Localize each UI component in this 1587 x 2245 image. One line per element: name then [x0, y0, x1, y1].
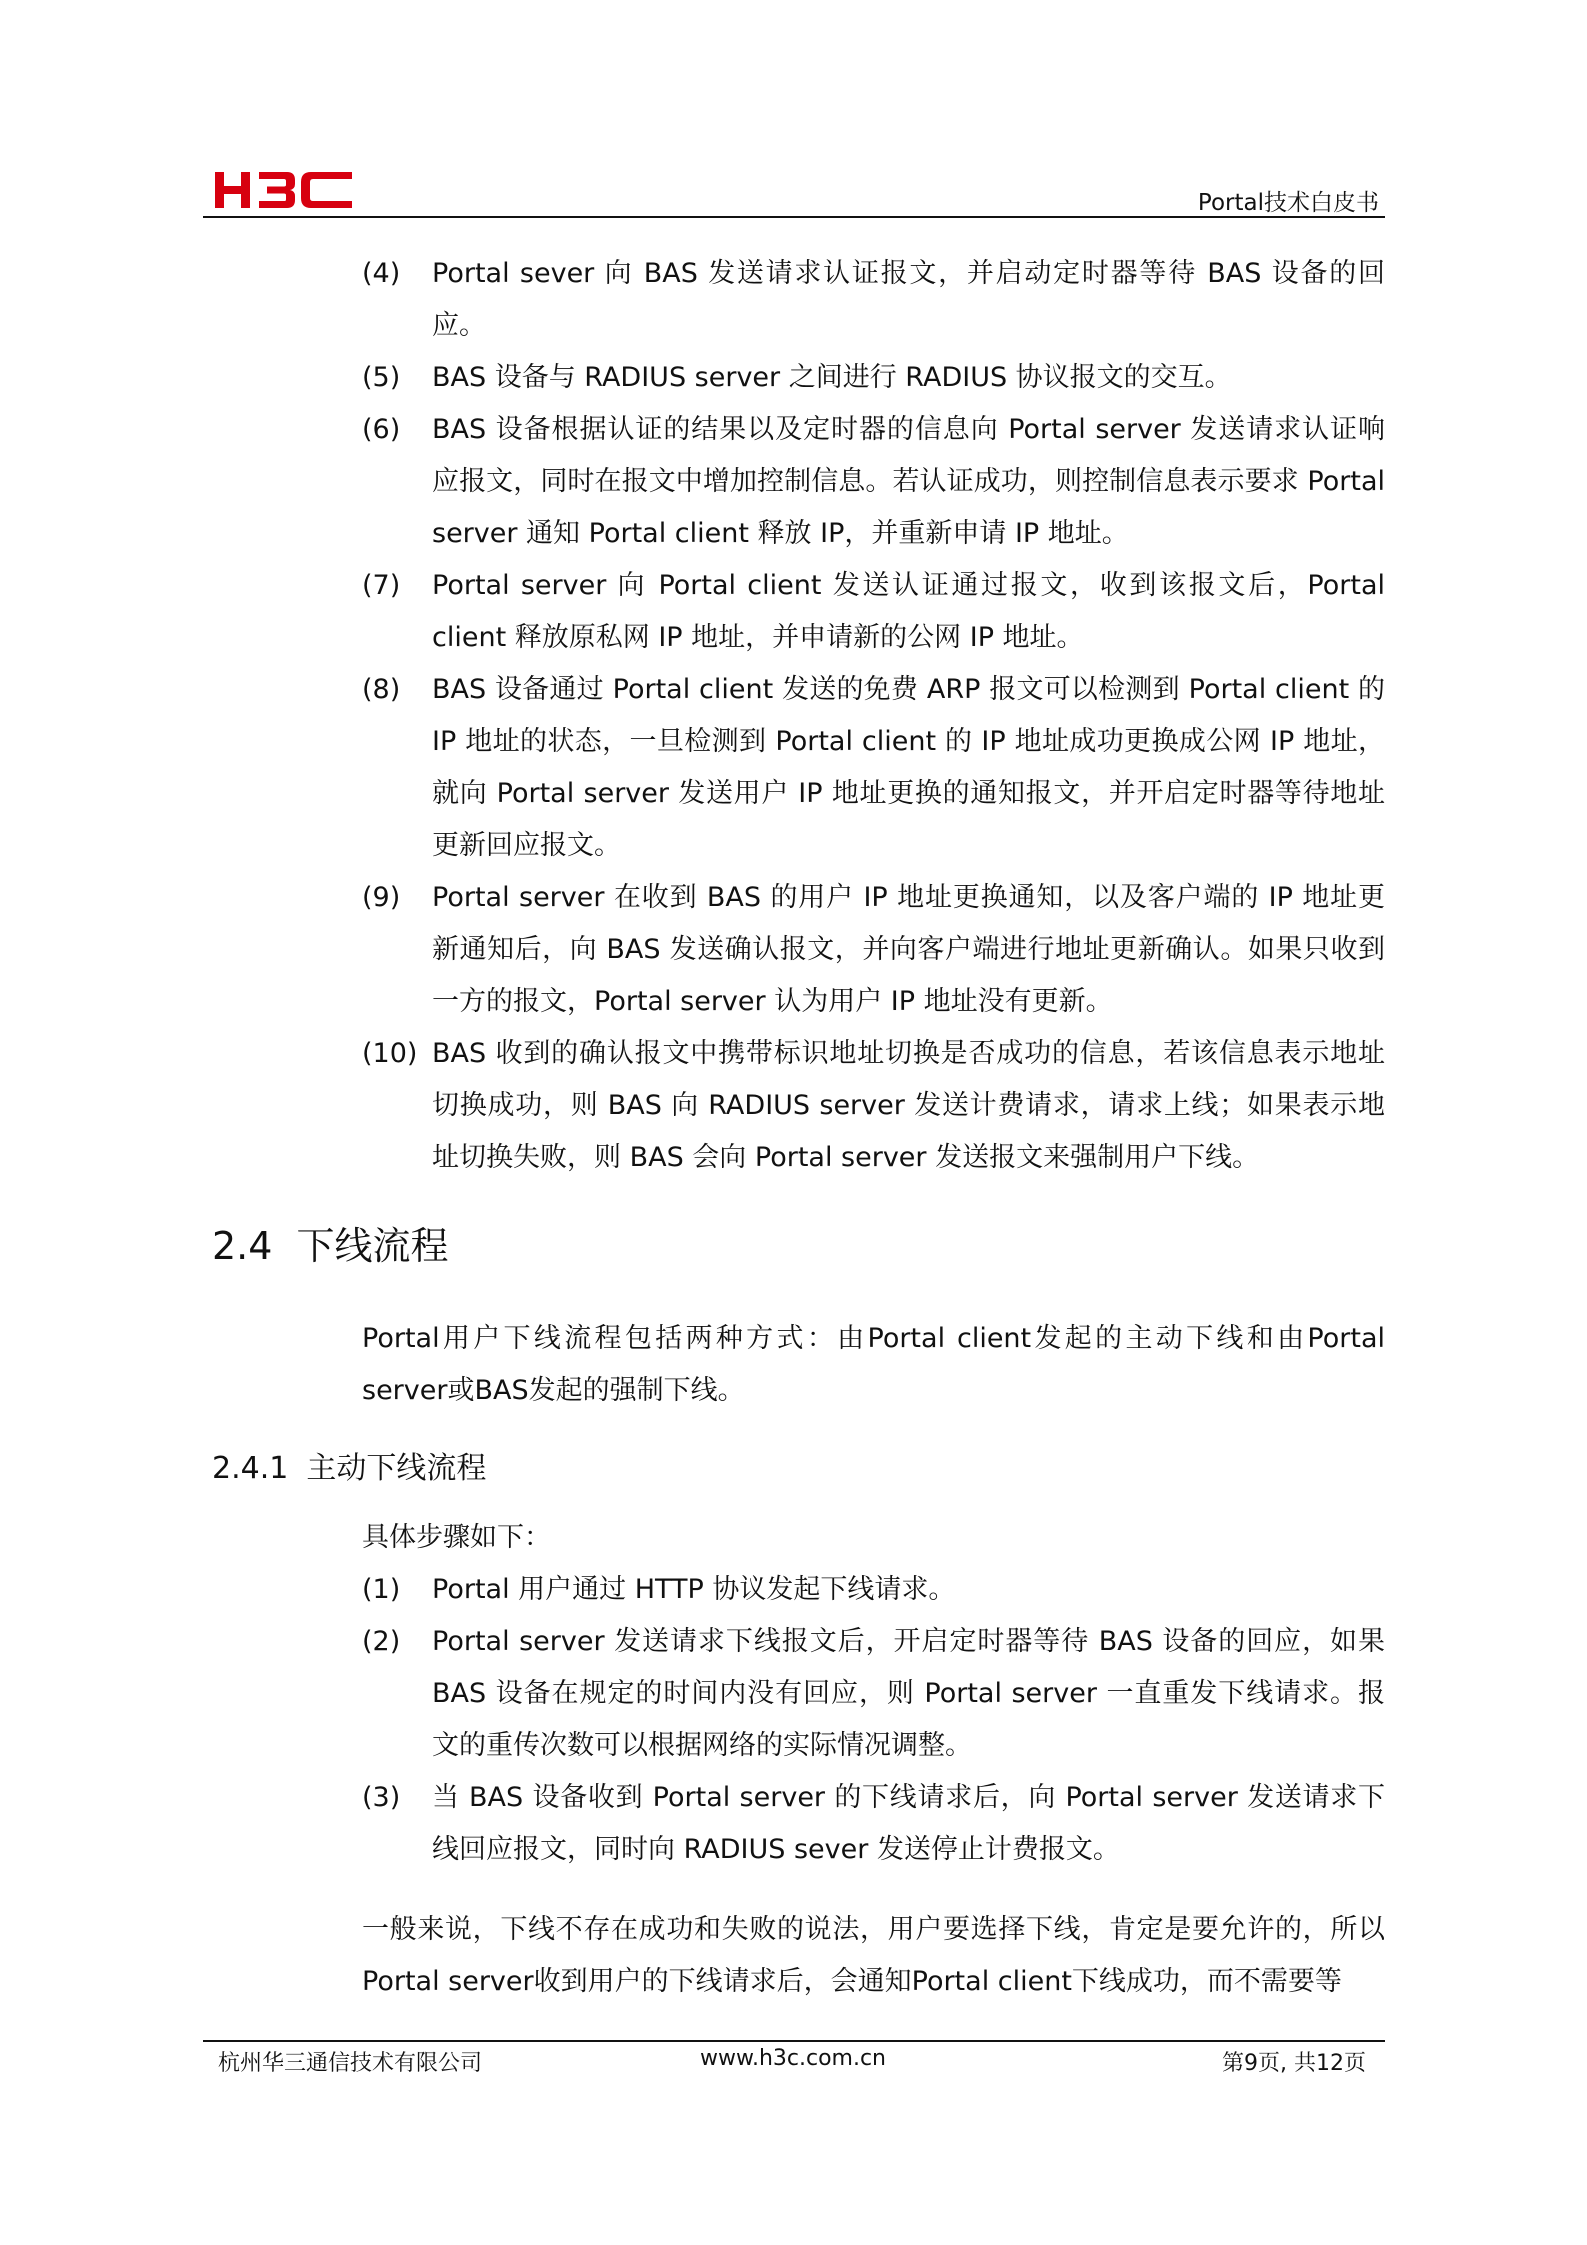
subsection-title: 主动下线流程 — [306, 1451, 487, 1486]
subsection-number: 2.4.1 — [212, 1451, 289, 1486]
list-item — [362, 1028, 1385, 1184]
list-item — [362, 404, 1385, 560]
list-item — [362, 1772, 1385, 1876]
item-number: (10) — [362, 1038, 418, 1069]
item-text: BAS 设备与 RADIUS server 之间进行 RADIUS 协议报文的交互。 — [432, 362, 1232, 393]
header-rule — [203, 216, 1385, 218]
list-item — [362, 560, 1385, 664]
item-text: BAS 收到的确认报文中携带标识地址切换是否成功的信息，若该信息表示地址切换成功，则 BAS 向 RADIUS server 发送计费请求，请求上线；如果表示地址切换失败，则 BAS 会向 Portal server 发送报文来强制用户下线。 — [432, 1038, 1385, 1173]
list-item — [362, 1616, 1385, 1772]
item-text: 当 BAS 设备收到 Portal server 的下线请求后，向 Portal server 发送请求下线回应报文，同时向 RADIUS sever 发送停止计费报文。 — [432, 1782, 1385, 1865]
item-number: (6) — [362, 414, 401, 445]
list-item — [362, 664, 1385, 872]
item-number: (3) — [362, 1782, 401, 1813]
footer-company: 杭州华三通信技术有限公司 — [218, 2051, 483, 2076]
footer-page-number: 第9页, 共12页 — [1222, 2051, 1366, 2076]
item-number: (9) — [362, 882, 401, 913]
section-number: 2.4 — [212, 1224, 273, 1268]
page-header — [203, 160, 1385, 218]
item-number: (7) — [362, 570, 401, 601]
list-item — [362, 248, 1385, 352]
item-text: BAS 设备根据认证的结果以及定时器的信息向 Portal server 发送请求认证响应报文，同时在报文中增加控制信息。若认证成功，则控制信息表示要求 Portal server 通知 Portal client 释放 IP，并重新申请 IP 地址。 — [432, 414, 1385, 549]
footer-website: www.h3c.com.cn — [700, 2046, 887, 2071]
list-item — [362, 352, 1385, 404]
footer-rule — [203, 2040, 1385, 2042]
section-intro: Portal用户下线流程包括两种方式：由Portal client发起的主动下线和由Portal server或BAS发起的强制下线。 — [362, 1323, 1385, 1406]
item-text: Portal server 向 Portal client 发送认证通过报文，收到该报文后，Portal client 释放原私网 IP 地址，并申请新的公网 IP 地址。 — [432, 570, 1385, 653]
item-number: (8) — [362, 674, 401, 705]
subsection-heading — [212, 1443, 486, 1487]
item-number: (2) — [362, 1626, 401, 1657]
item-text: Portal server 发送请求下线报文后，开启定时器等待 BAS 设备的回应，如果 BAS 设备在规定的时间内没有回应，则 Portal server 一直重发下线请求。报文的重传次数可以根据网络的实际情况调整。 — [432, 1626, 1385, 1761]
section-heading — [212, 1215, 448, 1270]
list-item — [362, 872, 1385, 1028]
item-number: (4) — [362, 258, 401, 289]
h3c-logo-icon — [215, 170, 355, 210]
item-text: Portal 用户通过 HTTP 协议发起下线请求。 — [432, 1574, 956, 1605]
item-number: (1) — [362, 1574, 401, 1605]
item-text: Portal server 在收到 BAS 的用户 IP 地址更换通知，以及客户端的 IP 地址更新通知后，向 BAS 发送确认报文，并向客户端进行地址更新确认。如果只收到一方的报文，Portal server 认为用户 IP 地址没有更新。 — [432, 882, 1385, 1017]
item-text: Portal sever 向 BAS 发送请求认证报文，并启动定时器等待 BAS 设备的回应。 — [432, 258, 1385, 341]
item-text: BAS 设备通过 Portal client 发送的免费 ARP 报文可以检测到 Portal client 的 IP 地址的状态，一旦检测到 Portal client 的 IP 地址成功更换成公网 IP 地址，就向 Portal server 发送用户 IP 地址更换的通知报文，并开启定时器等待地址更新回应报文。 — [432, 674, 1385, 861]
list-item — [362, 1564, 1385, 1616]
subsection-lead: 具体步骤如下： — [362, 1522, 551, 1553]
item-number: (5) — [362, 362, 401, 393]
document-title: Portal技术白皮书 — [1197, 190, 1379, 216]
closing-paragraph: 一般来说，下线不存在成功和失败的说法，用户要选择下线，肯定是要允许的，所以Portal server收到用户的下线请求后，会通知Portal client下线成功，而不需要等 — [362, 1914, 1385, 1997]
section-title: 下线流程 — [296, 1224, 449, 1268]
